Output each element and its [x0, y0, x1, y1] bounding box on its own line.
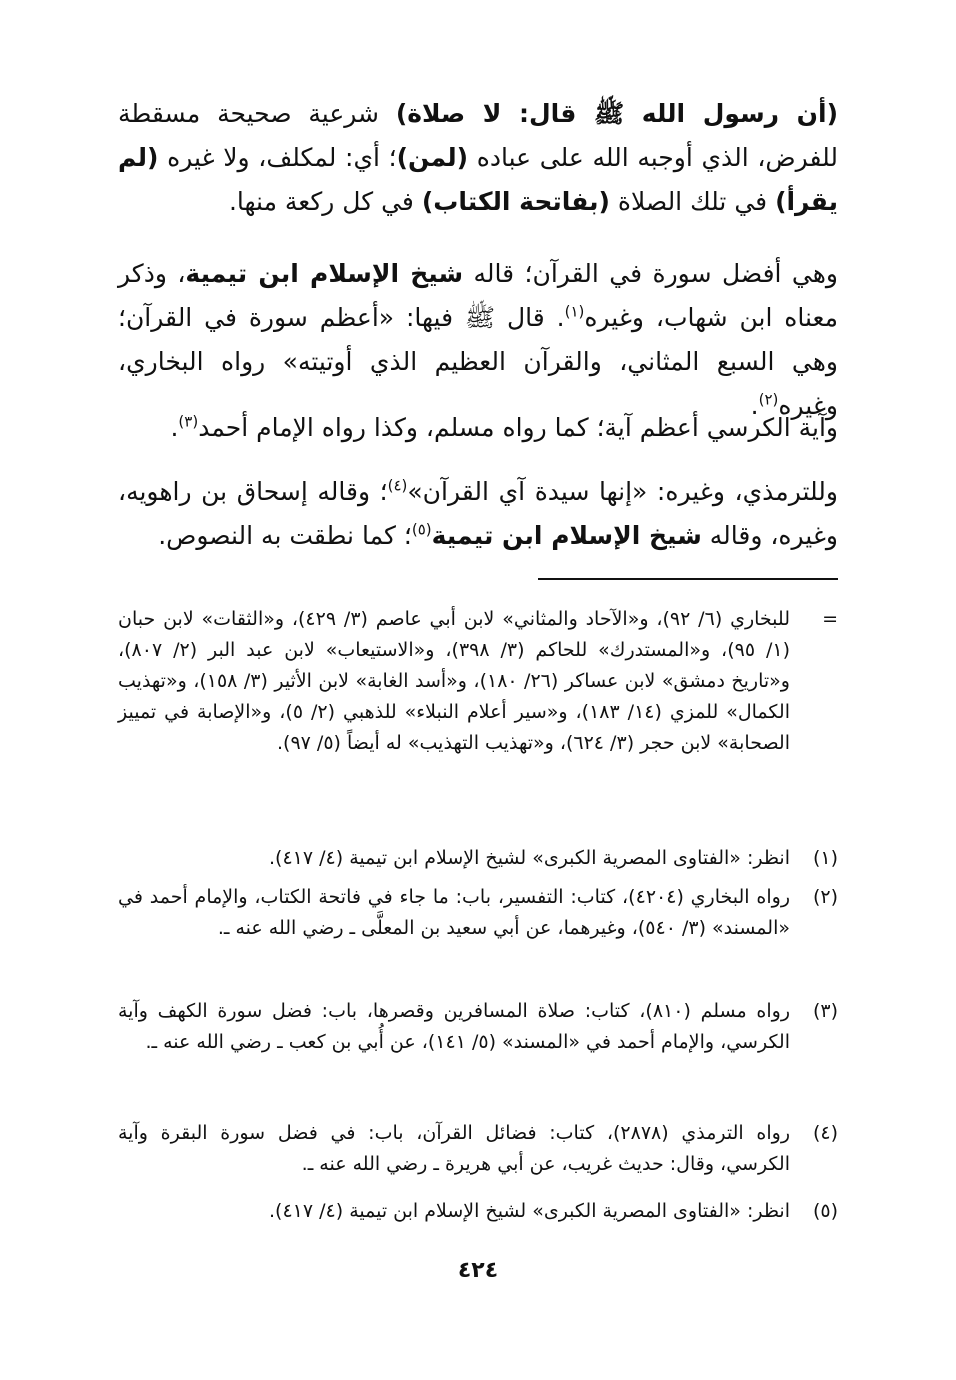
footnote-separator — [538, 578, 838, 580]
footnote-ref-4[interactable]: (٤) — [387, 476, 408, 495]
footnote-marker: (٥) — [812, 1200, 838, 1222]
page-number: ٤٢٤ — [457, 1258, 499, 1283]
footnote-text: انظر: «الفتاوى المصرية الكبرى» لشيخ الإسلام ابن تيمية (٤/ ٤١٧). — [269, 1200, 790, 1222]
paragraph-4 — [118, 470, 838, 558]
hadith-term: (بفاتحة الكتاب) — [421, 187, 610, 216]
paragraph-2 — [118, 252, 838, 428]
footnote-continuation — [118, 604, 838, 759]
text-run: ؛ أي: لمكلف، ولا غيره — [158, 143, 397, 172]
footnote-text: رواه الترمذي (٢٨٧٨)، كتاب: فضائل القرآن، باب: في فضل سورة البقرة وآية الكرسي، وقال: حديث غريب، عن أبي هريرة ـ رضي الله عنه ـ. — [118, 1122, 790, 1175]
footnote-4 — [118, 1118, 838, 1180]
footnote-1 — [118, 843, 838, 874]
footnote-ref-1[interactable]: (١) — [564, 302, 585, 321]
footnote-text: انظر: «الفتاوى المصرية الكبرى» لشيخ الإسلام ابن تيمية (٤/ ٤١٧). — [269, 847, 790, 869]
text-run: . — [750, 391, 759, 420]
text-run: ، وذكر معناه ابن شهاب، وغيره — [118, 259, 839, 332]
text-run: وهي أفضل سورة في القرآن؛ قاله — [463, 259, 838, 288]
text-run: وآية الكرسي أعظم آية؛ كما رواه مسلم، وكذا رواه الإمام أحمد — [198, 413, 838, 442]
hadith-term: (لم يقرأ) — [118, 143, 838, 216]
footnote-5 — [118, 1196, 838, 1227]
hadith-quote: (أن رسول الله ﷺ قال: لا صلاة) — [395, 99, 838, 128]
scholar-name: شيخ الإسلام ابن تيمية — [185, 259, 464, 288]
footnote-text: للبخاري (٦/ ٩٢)، و«الآحاد والمثاني» لابن أبي عاصم (٣/ ٤٢٩)، و«الثقات» لابن حبان (١/ ٩٥)، و«المستدرك» للحاكم (٣/ ٣٩٨)، و«الاستيعاب» لابن عبد البر (٢/ ٨٠٧)، و«تاريخ دمشق» لابن عساكر (٢٦/ ١٨٠)، و«أسد الغابة» لابن الأثير (٣/ ١٥٨)، و«تهذيب الكمال» للمزي (١٤/ ١٨٣)، و«سير أعلام النبلاء» للذهبي (٢/ ٥)، و«الإصابة في تمييز الصحابة» لابن حجر (٣/ ٦٢٤)، و«تهذيب التهذيب» له أيضاً (٥/ ٩٧). — [118, 608, 790, 754]
footnote-text: رواه مسلم (٨١٠)، كتاب: صلاة المسافرين وقصرها، باب: فضل سورة الكهف وآية الكرسي، والإمام أحمد في «المسند» (٥/ ١٤١)، عن أُبي بن كعب ـ رضي الله عنه ـ. — [118, 1000, 791, 1053]
text-run: وللترمذي، وغيره: «إنها سيدة آي القرآن» — [407, 477, 838, 506]
scholar-name: شيخ الإسلام ابن تيمية — [431, 521, 702, 550]
text-run: في تلك الصلاة — [609, 187, 776, 216]
footnote-marker: (٣) — [812, 1000, 838, 1022]
text-run: شرعية صحيحة مسقطة للفرض، الذي أوجبه الله على عباده — [118, 99, 838, 172]
footnote-2 — [118, 882, 838, 944]
footnote-ref-5[interactable]: (٥) — [411, 520, 432, 539]
footnote-3 — [118, 996, 838, 1058]
text-run: ؛ وقاله إسحاق بن راهويه، وغيره، وقاله — [118, 477, 838, 550]
footnote-marker: (١) — [812, 847, 838, 869]
footnote-marker: (٤) — [812, 1122, 838, 1144]
footnote-text: رواه البخاري (٤٢٠٤)، كتاب: التفسير، باب: ما جاء في فاتحة الكتاب، والإمام أحمد في «المسند» (٣/ ٥٤٠)، وغيرهما، عن أبي سعيد بن المعلَّى ـ رضي الله عنه ـ. — [118, 886, 790, 939]
text-run: ؛ كما نطقت به النصوص. — [158, 521, 412, 550]
text-run: في كل ركعة منها. — [228, 187, 422, 216]
footnote-marker: (٢) — [812, 886, 838, 908]
paragraph-3 — [118, 406, 838, 450]
paragraph-1 — [118, 92, 838, 224]
text-run: . قال ﷺ فيها: «أعظم سورة في القرآن؛ وهي السبع المثاني، والقرآن العظيم الذي أوتيته» رواه البخاري، وغيره — [118, 303, 838, 420]
footnote-ref-2[interactable]: (٢) — [758, 390, 779, 409]
text-run: . — [170, 413, 179, 442]
footnote-ref-3[interactable]: (٣) — [178, 412, 199, 431]
continuation-marker: = — [822, 608, 838, 630]
hadith-term: (لمن) — [396, 143, 469, 172]
